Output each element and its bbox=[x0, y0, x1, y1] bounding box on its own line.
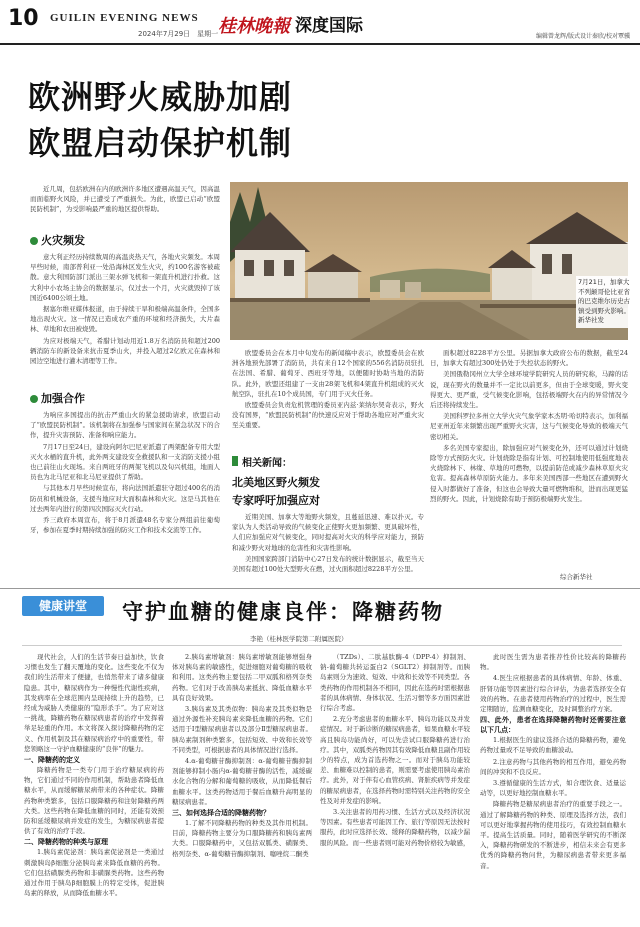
photo-illustration bbox=[230, 182, 628, 340]
related-headline-2: 专家呼吁加强应对 bbox=[232, 494, 320, 507]
section-fires: 意大利正经历持续数周的高温炎热天气，各地火灾频发。本周早些时候，南部普利亚一处沿海林区发生火灾，约100名游客被疏散。意大利国防部门派出三架水弹飞机和一架直升机进行扑救。这大利中小农场主协会的数据显示，仅过去一个月，火灾就毁掉了该国近6400公顷土地。 据塞尔维亚媒体报道，由于持续干旱和极端高温条件，全国多地出现火灾。这一情况已造成农产重的环境和经济损失，大片森林、草地和农田被烧毁。 为应对极端天气，希腊计划动用近1.8万名消防员和超过200辆消防车的新设备来抗击夏季山火，并投入超过2亿欧元在森林和园边空地进行灌木清理等工作。 bbox=[30, 253, 220, 366]
health-subhead-types: 二、降糖药物的种类与原理 bbox=[24, 838, 108, 847]
subhead-fires: 火灾频发 bbox=[30, 232, 85, 248]
health-subhead-definition: 一、降糖药的定义 bbox=[24, 756, 80, 765]
issue-date: 2024年7月29日 星期一 bbox=[138, 30, 219, 38]
health-byline: 李艳（桂林医学院第二附属医院） bbox=[250, 635, 348, 643]
health-column-4: 此时医生需为患者推荐性价比较高的降糖药物。 4.医生应根据患者的具体病情、年龄、体重、肝肾功能等因素进行综合评估，为患者选择安全有效的药物。在患者使用药物治疗的过程中，医生需定期随访，监测血糖变化，及时调整治疗方案。 四、此外，患者在选择降糖药物时还需要注意以下几点： 1.根据医生的建议选择合适的降糖药物，避免药物过量或不足导致的血糖波动。 2.注意药物与其他药物的相互作用，避免药物间的冲突和不良反应。 3.遵循健康的生活方式，如合理饮食、适量运动等，以更好地控制血糖水平。 降糖药物是糖尿病患者治疗的重要手段之一。通过了解降糖药物的种类、原理及选择方法，我们可以更好地掌握药物的使用技巧，有效控制血糖水平。提高生活质量。同时，随着医学研究的不断深入，降糖药物研发的不断进步，相信未来会有更多优秀的降糖药物问世，为糖尿病患者带来更多福音。 bbox=[480, 653, 626, 870]
health-headline: 守护血糖的健康良伴：降糖药物 bbox=[122, 599, 444, 624]
headline-line-2: 欧盟启动保护机制 bbox=[28, 124, 293, 162]
paper-logo: 桂林晚報 bbox=[218, 16, 290, 37]
health-rule bbox=[22, 645, 622, 646]
health-subhead-notes: 四、此外，患者在选择降糖药物时还需要注意以下几点： bbox=[480, 716, 626, 735]
related-news-label: 相关新闻： bbox=[242, 458, 292, 469]
section-divider bbox=[0, 588, 640, 589]
related-marker bbox=[232, 456, 238, 466]
header-rule bbox=[0, 43, 640, 45]
health-column-2: 2.胰岛素增敏剂：胰岛素增敏剂能够增强身体对胰岛素的敏感性，促进细胞对葡萄糖的吸收和利用。这类药物主要包括二甲双胍和格列奈类药物。它们对于改善胰岛素抵抗、降低血糖水平具有良好效果。 3.胰岛素及其类似物：胰岛素及其类似物是通过外源性补充胰岛素来降低血糖的药物。它们适用于Ⅰ型糖尿病患者以及部分Ⅱ型糖尿病患者。胰岛素制剂种类繁多，包括短效、中效和长效等不同类型，可根据患者的具体情况进行选择。 4.α-葡萄糖苷酶抑制剂：α-葡萄糖苷酶抑制剂能够抑制小肠内α-葡萄糖苷酶的活性，减缓碳水化合物的分解和葡萄糖的吸收，从而降低餐后血糖水平。这类药物适用于餐后血糖升高明显的糖尿病患者。 三、如何选择合适的降糖药物？ 1.了解不同降糖药物的种类及其作用机制。目前，降糖药物主要分为口服降糖药和胰岛素两大类。口服降糖药中，又包括双胍类、磺脲类、格列奈类、α-葡萄糖苷酶抑制剂、噻唑烷二酮类 bbox=[172, 653, 312, 858]
related-headline-1: 北美地区野火频发 bbox=[232, 476, 320, 489]
bullet-icon bbox=[30, 395, 38, 403]
related-news-body: 近期美国、加拿大等地野火频发，且蔓延迅速、难以扑灭。专家认为人类活动导致的气候变化正使野火更加频繁、更具破坏性，人们应加强应对气候变化，同时提高对火灾的科学应对能力，预防和减少野火对地球的危害性和灾害性影响。 美国国家跨部门消防中心27日发布的统计数据显示，截至当天美国有超过100处大型野火在燃，过火面积超过8228平方公里。 bbox=[232, 513, 424, 574]
article-source: 综合新华社 bbox=[560, 573, 593, 581]
editor-info: 编辑曾龙辉/版式设计秦欣/校对覃骥 bbox=[535, 33, 630, 40]
wildfire-town-photo bbox=[230, 182, 628, 340]
photo-caption: 7月21日，加拿大不列颠哥伦比亚省的巴克维尔历史古镇受到野火影响。 新华社发 bbox=[576, 276, 632, 328]
article-intro: 近几周，包括欧洲在内的欧洲许多地区遭遇高温天气，因高温而面临野火风险，并已遭受了严重损失。为此，欧盟已启动“欧盟民防机制”，为受影响最严重的地区提供帮助。 bbox=[30, 185, 220, 214]
section-cooperation: 为响应多国提出的抗击严重山火的紧急援助请求，欧盟启动了“欧盟民防机制”。该机制将在加强参与国家间在紧急状况下的合作，提升灾害预防、准备和响应能力。 7月17日至24日，建设向阿尔巴尼亚派遣了两架配备专用大型灭火水桶的直升机，此外两支建设安全救援队和一支消防支援小组也已前往山火现场。来自两班牙的两架飞机以及旬兴机组，地面人员也为北马尼亚和北马尼亚提供了帮助。 与其他本月早些时候宣布，将向法国派遣驻守超过400名的消防员和机械设备，支援当地应对大面积森林和火灾。这是马其他在过去两年内进行的第四次国际灭火行动。 乔三政府本周宣布，将于8月派遣48名专家分两组前往葡萄牙，参加在夏季时期持续加强的防灾工作和技术交流等工作。 bbox=[30, 411, 220, 535]
section-title: 深度国际 bbox=[295, 16, 363, 36]
article-middle: 欧盟委员会在本月中旬发布的新闻稿中表示，欧盟委员会在欧洲各地预先部署了消防员，共有来自12个国家的556名消防员驻扎在法国、希腊、葡萄牙、西班牙等地，以便随时协助当地的消防队。此外，欧盟还组建了一支由28架飞机和4架直升机组成的灭火航空队，驻扎在10个成员国，专门用于灭火任务。 欧盟委员会负责危机管理的委员亚内兹·莱纳尔契奇表示，野火没有国界，“欧盟民防机制”的快速反应对于帮助各地应对严重火灾至关重要。 bbox=[232, 349, 424, 430]
bullet-icon bbox=[30, 237, 38, 245]
health-column-3: （TZDs）、二肽基肽酶-4（DPP-4）抑制剂、钠-葡萄糖共转运蛋白2（SGLT2）抑制剂等。而胰岛素则分为速效、短效、中效和长效等不同类型。各类药物的作用机制各不相同，因此在选药时需根据患者的具体病情、身体状况、生活习惯等多方面因素进行综合考虑。 2.充分考虑患者的血糖水平、胰岛功能以及并发症情况。对于新诊断的糖尿病患者，如果血糖水平较高且胰岛功能尚好，可以先尝试口服降糖药进行治疗。其中，双胍类药物因其有效降低血糖且副作用较少的特点，成为首选药物之一。而对于胰岛功能较差、血糖难以控制的患者，则需要考虑使用胰岛素治疗。此外，对于伴有心血管疾病、肾脏疾病等并发症的糖尿病患者，在选择药物时需特别关注药物的安全性及对并发症的影响。 3.关注患者的用药习惯、生活方式以及经济状况等因素。有些患者可能因工作、旅行等原因无法按时服药，此时应选择长效、缓释的降糖药物，以减少漏服的风险。而一些患者则可能对药物价格较为敏感， bbox=[320, 653, 470, 847]
page-number: 10 bbox=[8, 6, 39, 31]
subhead-cooperation: 加强合作 bbox=[30, 390, 85, 406]
headline-line-1: 欧洲野火威胁加剧 bbox=[28, 78, 293, 116]
health-subhead-choose: 三、如何选择合适的降糖药物？ bbox=[172, 809, 270, 818]
article-right: 面积超过8228平方公里。另据加拿大政府公布的数据，截至24日，加拿大有超过300处仍处于失控状态的野火。 美国俄勒冈州立大学全球环境学院研究人员的研究称，马蹄的话说，现在野火的数量并不一定比以前更多，但由于全球变暖，野火变得更大、更严重，受气候变化影响，包括极端野火在内的异常情况今后还将持续发生。 美国科罗拉多州立大学火灾气象学家本杰明·哈切特表示，加利福尼亚州近年来频繁出现严重野火灾害，这与气候变化导致的极端天气密切相关。 多名美国专家提出，除加强应对气候变化外，还可以通过计划烧除等方式预防火灾。计划烧除是指有计划、可控制地使用低强度地表火烧除林下、林缘、草地的可燃物，以提前防范或减少森林草原火灾危害。提高森林草原防火能力。多年来美国西部一些地区在遭到野火侵入时都做好了准备，但这也会导致大量可燃物堆积，进而出现更猛烈的野火。因此，计划烧除有助于预防极端野火发生。 bbox=[430, 349, 628, 503]
health-column-tag: 健康讲堂 bbox=[22, 596, 104, 616]
health-column-1: 现代社会，人们的生活节奏日益加快，饮食习惯也发生了翻天覆地的变化。这些变化不仅为我们的生活带来了便捷，也悄然带来了诸多健康隐患。其中，糖尿病作为一种慢性代谢性疾病，其发病率在全球范围内呈现持续上升的趋势，已经成为威胁人类健康的“隐形杀手”。为了应对这一挑战，降糖药物在糖尿病患者的治疗中发挥着举足轻重的作用。本文将深入探讨降糖药物的定义、作用机制及其在糖尿病治疗中的重要性，带您领略这一守护血糖健康的“良伴”的魅力。 一、降糖药的定义 降糖药物是一类专门用于治疗糖尿病的药物，它们通过不同的作用机制，帮助患者降低血糖水平，从而缓解糖尿病带来的各种症状。降糖药物种类繁多，包括口服降糖药和注射降糖药两大类。这些药物在降低血糖的同时，还能有效预防和延缓糖尿病并发症的发生，为糖尿病患者提供了有效的治疗手段。 二、降糖药物的种类与原理 1.胰岛素促泌剂：胰岛素促泌剂是一类通过刺激胰岛β细胞分泌胰岛素来降低血糖的药物。它们包括磺脲类药物和非磺脲类药物。这些药物通过作用于胰岛β细胞膜上的特定受体，促进胰岛素的释放，从而降低血糖水平。 bbox=[24, 653, 164, 898]
paper-name-en: GUILIN EVENING NEWS bbox=[50, 12, 199, 24]
